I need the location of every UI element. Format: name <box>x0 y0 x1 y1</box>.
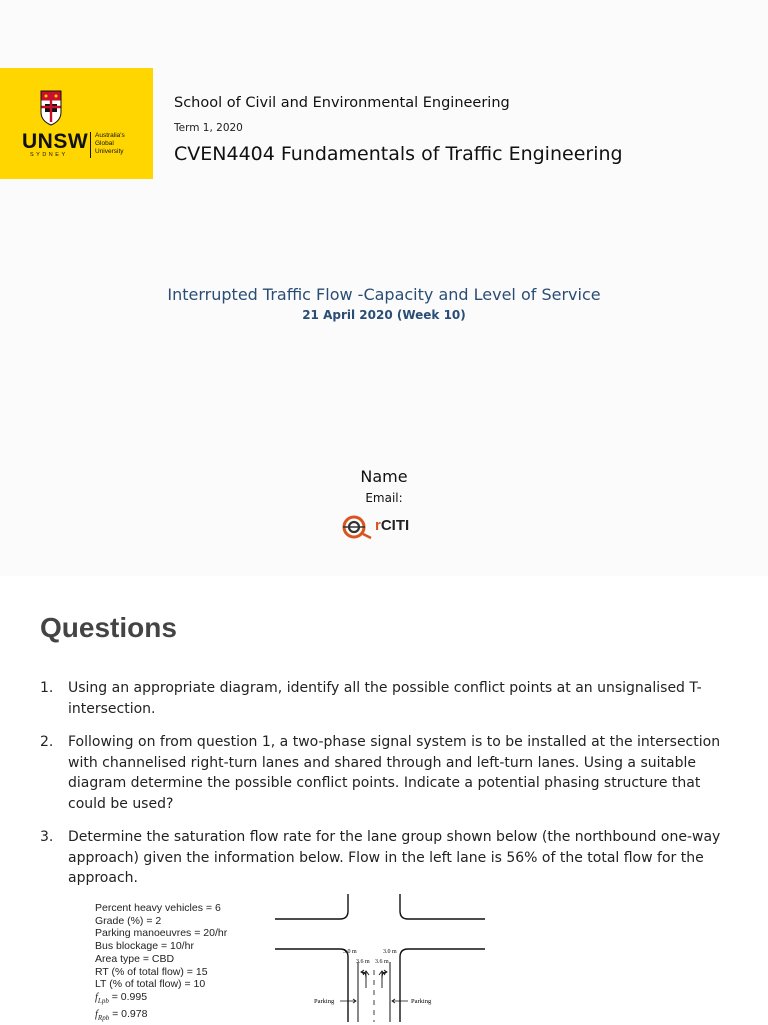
question-text: Following on from question 1, a two-phase signal system is to be installed at the intersection with channelised right-turn lanes and shared through and left-turn lanes. Using a suitable diagram determine the possible conflict points. Indicate a potential phasing structure that could be used? <box>68 734 721 812</box>
given-parameters <box>95 902 227 1025</box>
factor-value: = 0.995 <box>108 990 148 1003</box>
question-number: 3. <box>40 829 54 845</box>
question-list <box>40 678 730 902</box>
logo-tagline <box>95 132 125 156</box>
logo-city: SYDNEY <box>30 152 68 158</box>
factor-symbol: f <box>95 991 98 1003</box>
lecture-date: 21 April 2020 (Week 10) <box>302 308 466 322</box>
logo-divider <box>90 132 91 158</box>
tagline-line: Australia's <box>95 132 125 139</box>
given-line: Parking manoeuvres = 20/hr <box>95 927 228 940</box>
given-line: Area type = CBD <box>95 952 175 965</box>
crest-icon <box>40 90 62 126</box>
factor-value: = 0.978 <box>109 1007 148 1020</box>
factor-line <box>95 991 227 1008</box>
presenter-email-label: Email: <box>365 491 403 505</box>
question-item <box>40 827 730 889</box>
lane-width-label: 3.6 m <box>356 959 370 965</box>
rciti-wordmark <box>375 517 409 534</box>
curb-line <box>275 894 348 919</box>
given-line: Grade (%) = 2 <box>95 914 162 927</box>
intersection-diagram <box>270 892 500 1022</box>
tagline-line: Global <box>95 140 114 147</box>
term-label: Term 1, 2020 <box>174 122 243 134</box>
presenter-name: Name <box>360 467 408 486</box>
school-name: School of Civil and Environmental Engineering <box>174 95 510 111</box>
course-title: CVEN4404 Fundamentals of Traffic Engineering <box>174 143 623 165</box>
curb-line <box>275 949 348 1022</box>
given-line: RT (% of total flow) = 15 <box>95 965 208 978</box>
question-item <box>40 732 730 814</box>
lecture-title: Interrupted Traffic Flow -Capacity and Level of Service <box>167 285 601 304</box>
question-text: Determine the saturation flow rate for the lane group shown below (the northbound one-way approach) given the information below. Flow in the left lane is 56% of the total flow for the approach. <box>68 829 721 886</box>
rciti-logo-icon <box>341 514 373 540</box>
given-line: Percent heavy vehicles = 6 <box>95 902 221 914</box>
unsw-logo <box>0 68 153 179</box>
question-text: Using an appropriate diagram, identify all the possible conflict points at an unsignalised T-intersection. <box>68 680 702 717</box>
factor-symbol: f <box>95 1008 98 1020</box>
curb-line <box>400 949 485 1022</box>
question-number: 2. <box>40 734 54 750</box>
question-number: 1. <box>40 680 54 696</box>
lane-width-label: 3.6 m <box>375 959 389 965</box>
parking-label-right: Parking <box>411 998 432 1005</box>
questions-heading: Questions <box>40 612 177 643</box>
parking-label-left: Parking <box>314 998 335 1005</box>
width-label: 3.0 m <box>383 949 397 955</box>
given-line: Bus blockage = 10/hr <box>95 940 194 953</box>
rciti-prefix: r <box>375 517 381 534</box>
factor-line <box>95 1008 227 1025</box>
rciti-name: CITI <box>380 517 410 534</box>
factor-subscript: Rpb <box>97 1013 110 1022</box>
tagline-line: University <box>95 148 124 155</box>
logo-wordmark: UNSW <box>22 130 89 153</box>
given-line: LT (% of total flow) = 10 <box>95 978 206 991</box>
question-item <box>40 678 730 719</box>
width-label: 3.0 m <box>343 949 357 955</box>
curb-line <box>400 894 485 919</box>
factor-subscript: Lpb <box>97 997 109 1006</box>
